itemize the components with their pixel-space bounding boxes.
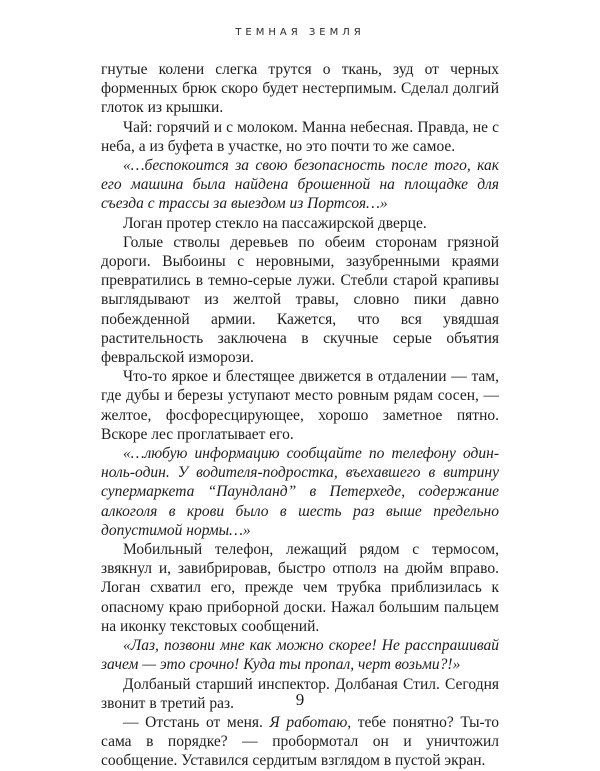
paragraph: Чай: горячий и с молоком. Манна небесная. Правда, не с неба, а из буфета в участке, но это почти то же самое.	[101, 118, 499, 155]
paragraph: Логан протер стекло на пассажирской дверце.	[123, 214, 427, 232]
paragraph: Что-то яркое и блестящее движется в отдалении — там, где дубы и березы уступают место ровным рядам сосен, — желтое, фосфоресцирующее, хорошо заметное пятно. Вскоре лес проглатывает его.	[101, 368, 499, 443]
paragraph: гнутые колени слегка трутся о ткань, зуд от черных форменных брюк скоро будет нестерпимым. Сделал долгий глоток из крышки.	[101, 61, 499, 117]
radio-quote: «…беспокоится за свою безопасность после того, как его машина была найдена брошенной на площадке для съезда с трассы за выездом из Портсоя…»	[101, 157, 499, 213]
page-number: 9	[295, 690, 305, 709]
paragraph: Долбаный старший инспектор. Долбаная Стил. Сегодня звонит в третий раз.	[101, 675, 499, 712]
radio-quote: «…любую информацию сообщайте по телефону один-ноль-один. У водителя-подростка, въехавшего в витрину супермаркета “Паундланд” в Петерхеде, содержание алкоголя в крови было в шесть раз выше предельно допустимой нормы…»	[101, 445, 499, 539]
emphasis: Я работаю,	[269, 713, 352, 731]
text-message-quote: «Лаз, позвони мне как можно скорее! Не расспрашивай зачем — это срочно! Куда ты пропал, черт возьми?!»	[101, 637, 499, 674]
dialogue-part: — Отстань от меня.	[123, 713, 270, 731]
dialogue-part: тебе понятно? Ты-то сама в порядке? — пробормотал он и уничтожил сообщение. Уставился сердитым взглядом в пустой экран.	[101, 713, 499, 770]
running-head: ТЕМНАЯ ЗЕМЛЯ	[235, 27, 365, 38]
paragraph: Голые стволы деревьев по обеим сторонам грязной дороги. Выбоины с неровными, зазубренными краями превратились в темно-серые лужи. Стебли старой крапивы выглядывают из желтой травы, словно пики давно побежденной армии. Кажется, что вся увядшая растительность заключена в скучные серые объятия февральской изморози.	[101, 233, 499, 367]
body-text	[101, 60, 499, 771]
paragraph: Мобильный телефон, лежащий рядом с термосом, звякнул и, завибрировав, быстро отполз на дюйм вправо. Логан схватил его, прежде чем трубка приблизилась к опасному краю приборной доски. Нажал большим пальцем на иконку текстовых сообщений.	[101, 541, 499, 635]
dialogue-paragraph	[101, 713, 499, 771]
